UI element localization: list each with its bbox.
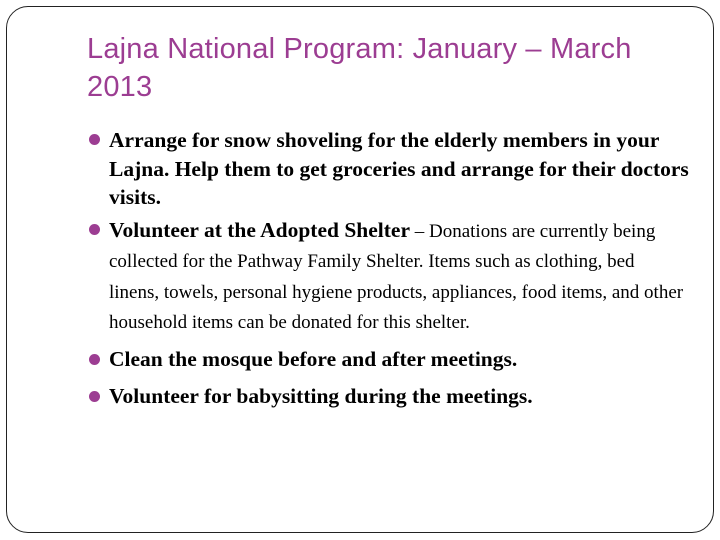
bullet-text: Volunteer for babysitting during the meetings. <box>109 383 533 408</box>
bullet-dot-icon <box>89 224 100 235</box>
bullet-dot-icon <box>89 134 100 145</box>
slide-frame <box>6 6 714 533</box>
bullet-list <box>89 126 689 415</box>
bullet-text: – Donations are currently being collected for the Pathway Family Shelter. Items such as clothing, bed linens, towels, personal hygiene products, appliances, food items, and other household items can be donated for this shelter. <box>109 220 684 333</box>
bullet-dot-icon <box>89 354 100 365</box>
bullet-item-adopted-shelter <box>89 215 689 339</box>
bullet-text: Clean the mosque before and after meetings. <box>109 346 518 371</box>
bullet-dot-icon <box>89 391 100 402</box>
bullet-item-clean-mosque <box>89 341 689 378</box>
bullet-item-snow-shoveling <box>89 126 689 212</box>
slide-title: Lajna National Program: January – March 2013 <box>87 33 632 103</box>
bullet-text: Arrange for snow shoveling for the elderly members in your Lajna. Help them to get groceries and arrange for their doctors visits. <box>109 128 689 209</box>
bullet-lead-text: Volunteer at the Adopted Shelter <box>109 217 410 242</box>
bullet-item-babysitting <box>89 378 689 415</box>
